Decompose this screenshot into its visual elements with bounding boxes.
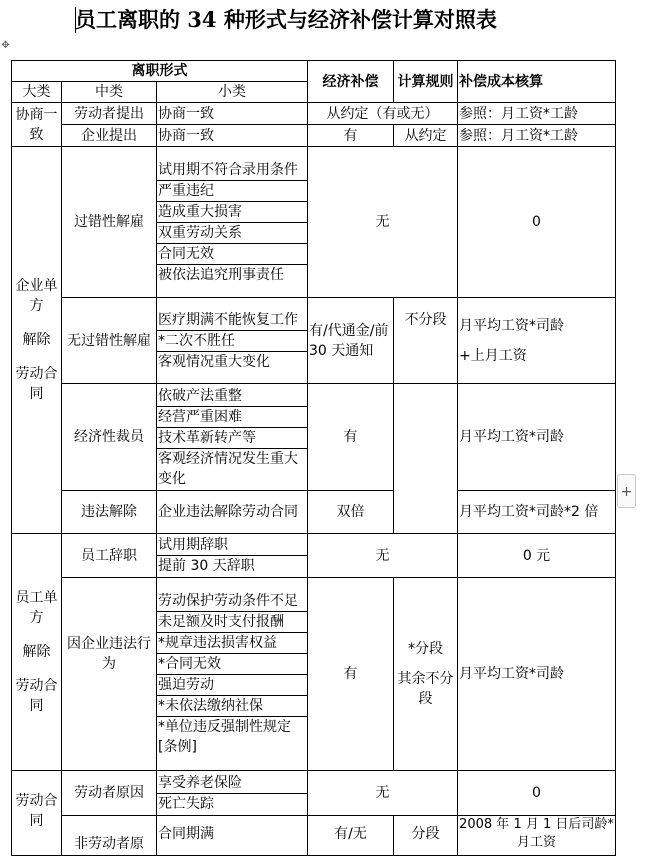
- minor-item: 医疗期满不能恢复工作: [157, 310, 307, 331]
- minor-item: 造成重大损害: [157, 202, 307, 223]
- table-row: [12, 103, 616, 125]
- major-contract: 劳动合同: [12, 771, 62, 856]
- minor-item: 依破产法重整: [157, 386, 307, 407]
- minor-list: [157, 816, 308, 856]
- minor-item: 合同无效: [157, 244, 307, 265]
- header-cost-check: 补偿成本核算: [458, 61, 616, 103]
- compensation-cell: 有: [308, 384, 394, 491]
- cost-cell: 月平均工资*司龄 +上月工资: [458, 298, 616, 384]
- table-row: [12, 816, 616, 856]
- minor-item: 试用期辞职: [157, 535, 307, 556]
- minor-item: *规章违法损害权益: [157, 633, 307, 654]
- minor-item: 企业违法解除劳动合同: [158, 504, 298, 520]
- minor-item: *未依法缴纳社保: [157, 696, 307, 717]
- table-row: [12, 298, 616, 384]
- compensation-cell: 有: [308, 578, 394, 771]
- table-row: [12, 491, 616, 534]
- cost-cell: 0: [458, 771, 616, 816]
- minor-list: [157, 578, 308, 771]
- major-employer-termination: 企业单方 解除 劳动合同: [12, 147, 62, 534]
- cost-cell: 月平均工资*司龄: [458, 384, 616, 491]
- cost-cell: 0: [458, 147, 616, 298]
- compensation-cell: 无: [308, 147, 458, 298]
- middle-cell: 劳动者提出: [62, 103, 157, 125]
- compensation-cell: 有/无: [308, 816, 394, 856]
- cost-cell: 0 元: [458, 534, 616, 578]
- table-move-handle-icon[interactable]: ✥: [1, 40, 10, 51]
- middle-cell: 企业提出: [62, 125, 157, 147]
- header-form-group: 离职形式: [12, 61, 308, 82]
- header-calc-rule: 计算规则: [394, 61, 458, 103]
- compensation-cell: 从约定（有或无）: [308, 103, 458, 125]
- minor-list: [157, 147, 308, 298]
- header-major: 大类: [12, 82, 62, 103]
- table-row: [12, 147, 616, 298]
- minor-item: 客观情况重大变化: [158, 353, 270, 370]
- minor-item: *单位违反强制性规定[条例]: [158, 719, 291, 755]
- minor-item: 双重劳动关系: [157, 223, 307, 244]
- header-minor: 小类: [157, 82, 308, 103]
- minor-item: 未足额及时支付报酬: [157, 612, 307, 633]
- minor-cell: 协商一致: [157, 103, 308, 125]
- cost-cell: 2008 年 1 月 1 日后司龄*月工资: [458, 816, 616, 856]
- middle-cell: 因企业违法行为: [62, 578, 157, 771]
- minor-cell: 协商一致: [157, 125, 308, 147]
- minor-item: 技术革新转产等: [157, 428, 307, 449]
- minor-list: [157, 534, 308, 578]
- table-row: [12, 771, 616, 816]
- rule-cell: *分段 其余不分段: [394, 578, 458, 771]
- header-compensation: 经济补偿: [308, 61, 394, 103]
- middle-cell: 非劳动者原: [62, 816, 157, 856]
- minor-item: 客观经济情况发生重大变化: [158, 450, 298, 487]
- compensation-cell: 无: [308, 534, 458, 578]
- cost-cell: 参照：月工资*工龄: [458, 103, 616, 125]
- minor-item: *合同无效: [157, 654, 307, 675]
- compensation-cell: 有: [308, 125, 394, 147]
- major-employee-termination: 员工单方 解除 劳动合同: [12, 534, 62, 771]
- minor-item: 合同期满: [158, 826, 214, 842]
- table-row: [12, 384, 616, 491]
- minor-item: 经营严重困难: [157, 407, 307, 428]
- table-row: [12, 534, 616, 578]
- middle-cell: 劳动者原因: [62, 771, 157, 816]
- minor-item: *二次不胜任: [157, 331, 307, 352]
- minor-item: 提前 30 天辞职: [158, 558, 255, 574]
- add-row-button[interactable]: +: [617, 474, 636, 508]
- cost-cell: 月平均工资*司龄*2 倍: [458, 491, 616, 534]
- table-row: [12, 125, 616, 147]
- rule-cell: 不分段: [394, 298, 458, 384]
- compensation-cell: 有/代通金/前 30 天通知: [308, 298, 394, 384]
- middle-cell: 无过错性解雇: [62, 298, 157, 384]
- compensation-cell: 双倍: [308, 491, 394, 534]
- minor-item: 劳动保护劳动条件不足: [157, 591, 307, 612]
- minor-item: 强迫劳动: [157, 675, 307, 696]
- minor-item: 被依法追究刑事责任: [158, 266, 284, 283]
- middle-cell: 过错性解雇: [62, 147, 157, 298]
- middle-cell: 经济性裁员: [62, 384, 157, 491]
- header-middle: 中类: [62, 82, 157, 103]
- cost-cell: 月平均工资*司龄: [458, 578, 616, 771]
- minor-list: [157, 298, 308, 384]
- minor-item: 试用期不符合录用条件: [157, 160, 307, 181]
- rule-cell-empty: [394, 384, 458, 534]
- minor-list: [157, 491, 308, 534]
- minor-item: 严重违纪: [157, 181, 307, 202]
- middle-cell: 员工辞职: [62, 534, 157, 578]
- minor-item: 享受养老保险: [157, 773, 307, 794]
- minor-item: 死亡失踪: [158, 795, 214, 812]
- minor-list: [157, 771, 308, 816]
- middle-cell: 违法解除: [62, 491, 157, 534]
- minor-list: [157, 384, 308, 491]
- cost-cell: 参照：月工资*工龄: [458, 125, 616, 147]
- compensation-table: [11, 60, 616, 856]
- major-negotiated: 协商一致: [12, 103, 62, 147]
- table-row: [12, 578, 616, 771]
- compensation-cell: 无: [308, 771, 458, 816]
- rule-cell: 分段: [394, 816, 458, 856]
- rule-cell: 从约定: [394, 125, 458, 147]
- page-title: 员工离职的 34 种形式与经济补偿计算对照表: [75, 7, 497, 32]
